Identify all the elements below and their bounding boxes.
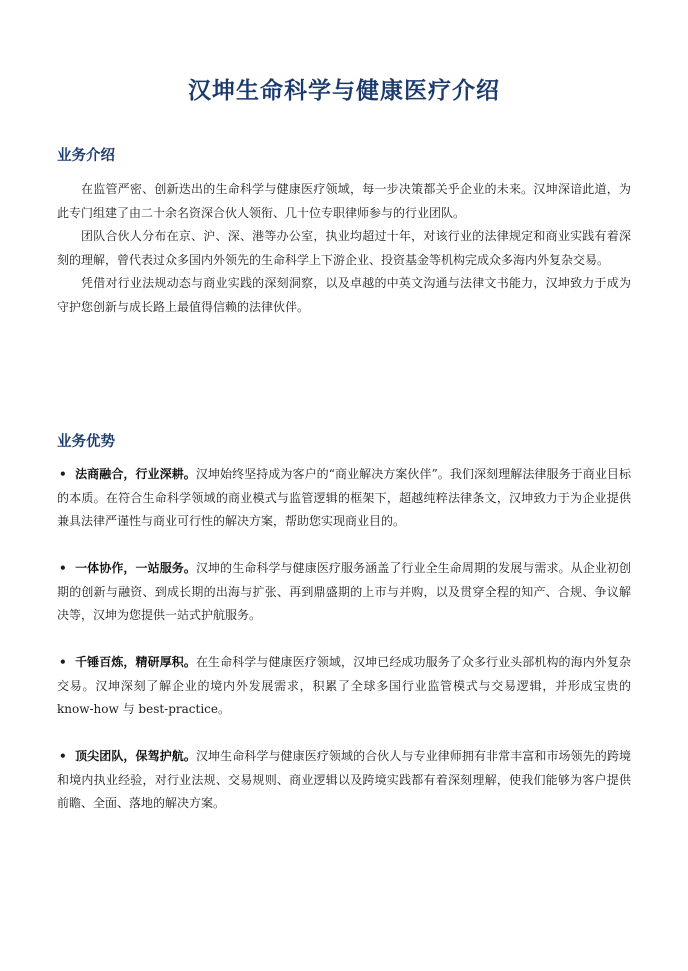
advantage-text: 汉坤生命科学与健康医疗领域的合伙人与专业律师拥有非常丰富和市场领先的跨境和境内执业经验，对行业法规、交易规则、商业逻辑以及跨境实践都有着深刻理解，使我们能够为客户提供前瞻、全面、落地的解决方案。 <box>57 749 631 810</box>
section-heading-business-advantages: 业务优势 <box>57 434 115 450</box>
advantage-item <box>57 745 631 816</box>
advantage-item <box>57 463 631 534</box>
bullet-icon: • <box>59 655 67 669</box>
advantage-item <box>57 651 631 722</box>
bullet-icon: • <box>59 749 67 763</box>
advantage-lead: 千锤百炼，精研厚积。 <box>75 655 196 669</box>
advantage-lead: 顶尖团队，保驾护航。 <box>75 749 196 763</box>
bullet-icon: • <box>59 467 67 481</box>
page-title: 汉坤生命科学与健康医疗介绍 <box>188 78 500 104</box>
advantage-item <box>57 557 631 628</box>
advantage-text: 汉坤的生命科学与健康医疗服务涵盖了行业全生命周期的发展与需求。从企业初创期的创新与融资、到成长期的出海与扩张、再到鼎盛期的上市与并购，以及贯穿全程的知产、合规、争议解决等，汉坤为您提供一站式护航服务。 <box>57 561 631 622</box>
intro-paragraph: 团队合伙人分布在京、沪、深、港等办公室，执业均超过十年，对该行业的法律规定和商业实践有着深刻的理解，曾代表过众多国内外领先的生命科学上下游企业、投资基金等机构完成众多海内外复杂交易。 <box>57 229 631 267</box>
intro-paragraph: 凭借对行业法规动态与商业实践的深刻洞察，以及卓越的中英文沟通与法律文书能力，汉坤致力于成为守护您创新与成长路上最值得信赖的法律伙伴。 <box>57 276 631 314</box>
business-intro-body <box>57 178 631 319</box>
advantage-lead: 一体协作，一站服务。 <box>75 561 196 575</box>
advantage-lead: 法商融合，行业深耕。 <box>75 467 196 481</box>
section-heading-business-intro: 业务介绍 <box>57 148 115 164</box>
advantage-text: 在生命科学与健康医疗领域，汉坤已经成功服务了众多行业头部机构的海内外复杂交易。汉坤深刻了解企业的境内外发展需求，积累了全球多国行业监管模式与交易逻辑，并形成宝贵的 know-how 与 best-practice。 <box>57 655 631 716</box>
advantage-text: 汉坤始终坚持成为客户的“商业解决方案伙伴”。我们深刻理解法律服务于商业目标的本质。在符合生命科学领域的商业模式与监管逻辑的框架下，超越纯粹法律条文，汉坤致力于为企业提供兼具法律严谨性与商业可行性的解决方案，帮助您实现商业目的。 <box>57 467 631 528</box>
bullet-icon: • <box>59 561 67 575</box>
advantages-list <box>57 463 631 839</box>
intro-paragraph: 在监管严密、创新迭出的生命科学与健康医疗领域，每一步决策都关乎企业的未来。汉坤深谙此道，为此专门组建了由二十余名资深合伙人领衔、几十位专职律师参与的行业团队。 <box>57 182 631 220</box>
